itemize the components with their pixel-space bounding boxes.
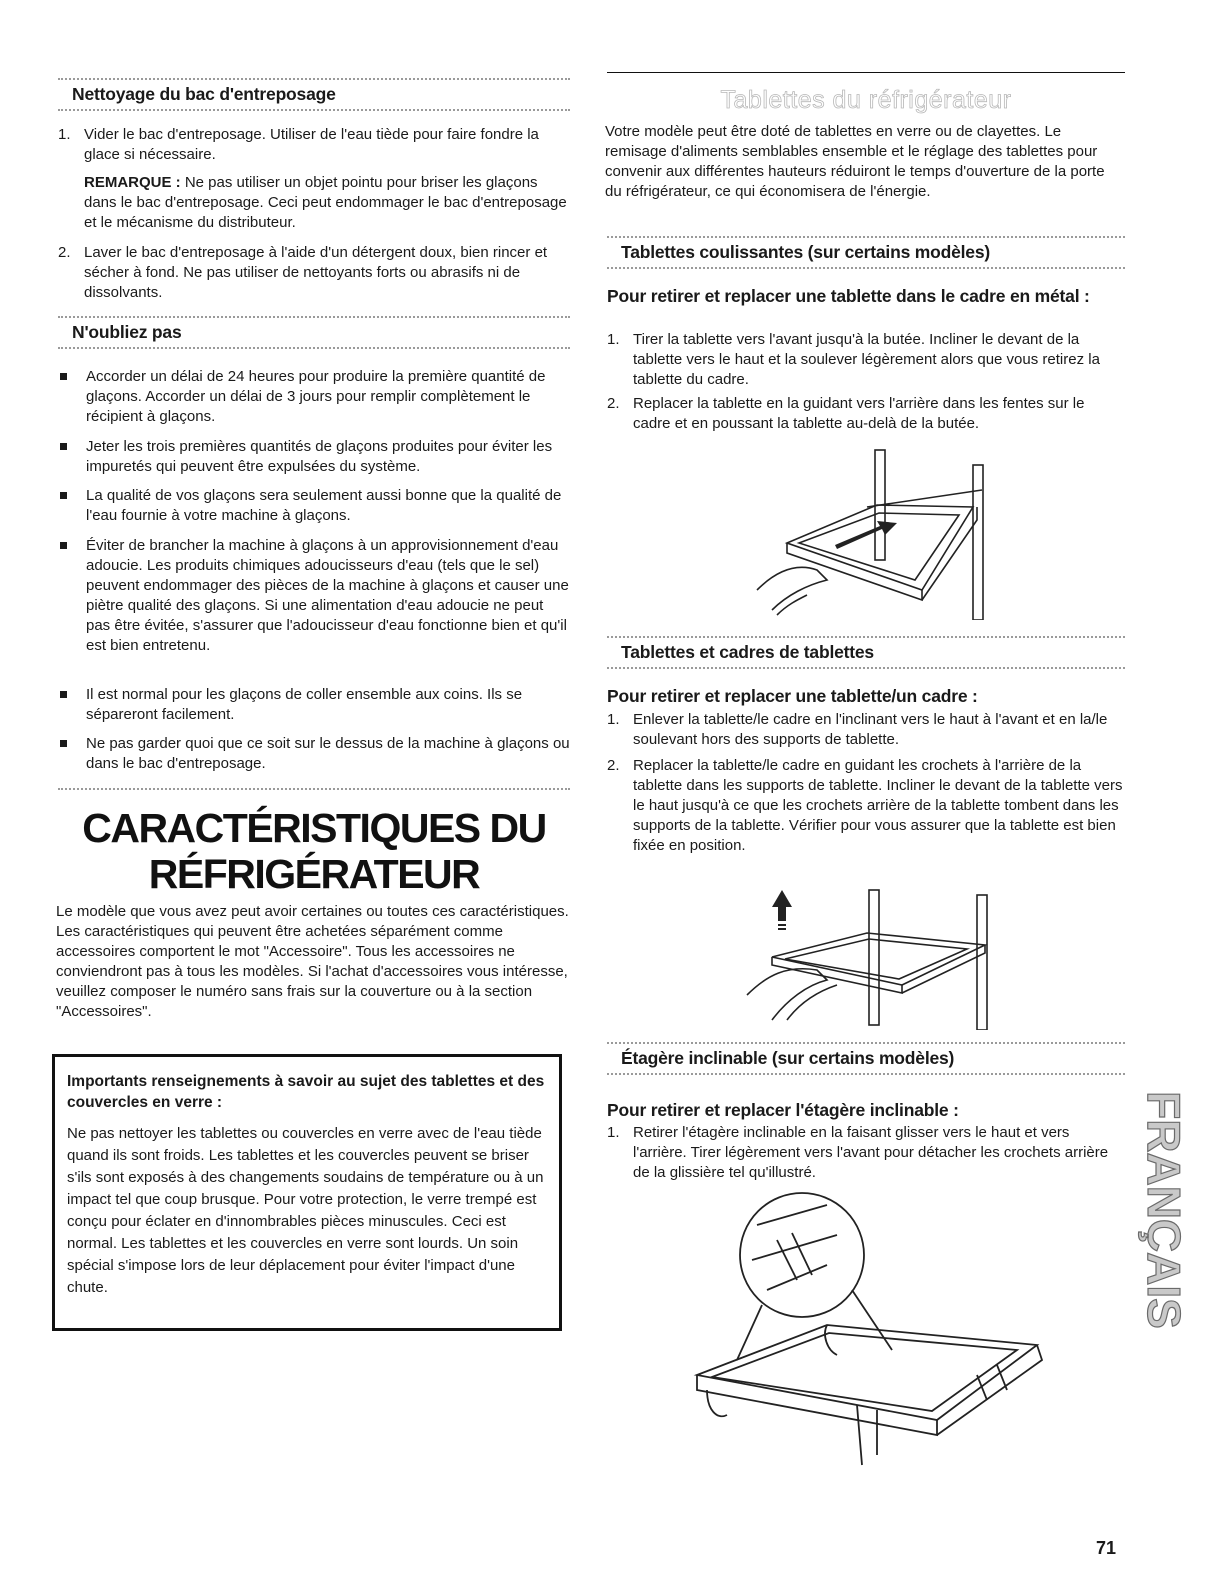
reminder-bullet-2 xyxy=(58,437,570,477)
warning-body: Ne pas nettoyer les tablettes ou couvercles en verre avec de l'eau tiède quand ils sont froids. Les tablettes et les couvercles peuvent se briser s'ils sont exposés à des changements soudains de température ou à un impact tel que coup brusque. Pour votre protection, le verre trempé est conçu pour éclater en d'innombrables pièces minuscules. Ceci est normal. Les tablettes et les couvercles en verre sont lourds. Un soin spécial s'impose lors de leur déplacement pour éviter l'impact d'une chute. xyxy=(67,1125,544,1296)
step-number: 2. xyxy=(58,244,71,261)
sliding-shelf-illustration xyxy=(747,445,987,620)
step-text: Replacer la tablette en la guidant vers l'arrière dans les fentes sur le cadre et en poussant la tablette au-delà de la butée. xyxy=(633,395,1085,432)
step-number: 1. xyxy=(58,126,71,143)
step-number: 2. xyxy=(607,757,620,774)
chapter-title xyxy=(58,805,570,897)
bullet-text: Il est normal pour les glaçons de coller ensemble aux coins. Ils se sépareront facilement. xyxy=(86,686,523,723)
up-arrow-icon xyxy=(772,890,792,921)
reminder-bullet-4 xyxy=(58,536,570,656)
language-side-tab xyxy=(1130,1070,1190,1350)
sliding-step-2 xyxy=(607,394,1125,434)
section-heading-shelves-frames: Tablettes et cadres de tablettes xyxy=(607,636,1125,669)
reminder-bullet-1 xyxy=(58,367,570,427)
note-text: Ne pas utiliser un objet pointu pour briser les glaçons dans le bac d'entreposage. Ceci peut endommager le bac d'entreposage et le mécanisme du distributeur. xyxy=(84,174,567,231)
frame-step-1 xyxy=(607,710,1125,750)
subheading-remove-tilt-shelf: Pour retirer et replacer l'étagère inclinable : xyxy=(607,1100,959,1120)
step-text: Retirer l'étagère inclinable en la faisant glisser vers le haut et vers l'arrière. Tirer légèrement vers l'avant pour détacher les crochets arrière de la glissière tel qu'illustré. xyxy=(633,1124,1109,1181)
bullet-square xyxy=(60,691,67,698)
frame-step-2 xyxy=(607,756,1125,856)
divider xyxy=(58,788,570,790)
section-heading-cleaning: Nettoyage du bac d'entreposage xyxy=(58,78,570,111)
note xyxy=(84,173,570,233)
tilt-shelf-illustration xyxy=(677,1185,1057,1485)
bullet-square xyxy=(60,373,67,380)
section-heading-reminders: N'oubliez pas xyxy=(58,316,570,349)
warning-title: Importants renseignements à savoir au sujet des tablettes et des couvercles en verre : xyxy=(67,1073,545,1111)
bullet-text: Jeter les trois premières quantités de glaçons produites pour éviter les impuretés qui peuvent être expulsées du système. xyxy=(86,438,553,475)
subheading-remove-shelf-metal: Pour retirer et replacer une tablette dans le cadre en métal : xyxy=(607,286,1090,306)
tilt-step-1 xyxy=(607,1123,1125,1183)
bullet-square xyxy=(60,542,67,549)
reminder-bullet-5 xyxy=(58,685,570,725)
bullet-text: Accorder un délai de 24 heures pour produire la première quantité de glaçons. Accorder un délai de 3 jours pour remplir complètement le récipient à glaçons. xyxy=(86,368,546,425)
bullet-text: Ne pas garder quoi que ce soit sur le dessus de la machine à glaçons ou dans le bac d'entreposage. xyxy=(86,735,570,772)
chapter-title-line-2: RÉFRIGÉRATEUR xyxy=(148,851,480,897)
section-heading-sliding-shelves: Tablettes coulissantes (sur certains modèles) xyxy=(607,236,1125,269)
reminder-bullet-3 xyxy=(58,486,570,526)
reminder-bullet-6 xyxy=(58,734,570,774)
step-text: Enlever la tablette/le cadre en l'inclinant vers le haut à l'avant et en la/le soulevant hors des supports de tablette. xyxy=(633,711,1108,748)
step-text: Vider le bac d'entreposage. Utiliser de l'eau tiède pour faire fondre la glace si nécessaire. xyxy=(84,126,539,163)
shelf-frame-illustration xyxy=(727,885,997,1030)
subheading-remove-shelf-frame: Pour retirer et replacer une tablette/un cadre : xyxy=(607,686,978,706)
features-intro: Le modèle que vous avez peut avoir certaines ou toutes ces caractéristiques. Les caractéristiques qui peuvent être achetées séparément comme accessoires comportent le mot "Accessoire". Tous les accessoires ne conviendront pas à tous les modèles. Si l'achat d'accessoires vous intéresse, veuillez composer le numéro sans frais sur la couverture ou à la section "Accessoires". xyxy=(56,903,569,1020)
bullet-text: La qualité de vos glaçons sera seulement aussi bonne que la qualité de l'eau fournie à votre machine à glaçons. xyxy=(86,487,562,524)
bullet-square xyxy=(60,492,67,499)
step-text: Tirer la tablette vers l'avant jusqu'à la butée. Incliner le devant de la tablette vers le haut et la soulever légèrement alors que vous retirez la tablette du cadre. xyxy=(633,331,1100,388)
step-text: Replacer la tablette/le cadre en guidant les crochets à l'arrière de la tablette dans les supports de tablette. Incliner le devant de la tablette vers le haut jusqu'à ce que les crochets arrière de la tablette tombent dans les supports de la tablette. Vérifier pour vous assurer que la tablette est bien fixée en position. xyxy=(633,757,1123,854)
bullet-text: Éviter de brancher la machine à glaçons à un approvisionnement d'eau adoucie. Les produits chimiques adoucisseurs d'eau (tels que le sel) peuvent endommager des pièces de la machine à glaçons et causer une piètre qualité des glaçons. Si une alimentation d'eau adoucie ne peut pas être évitée, s'assurer que l'adoucisseur d'eau fonctionne bien et qu'il est bien entretenu. xyxy=(86,537,569,654)
cleaning-step-2 xyxy=(58,243,570,303)
step-number: 1. xyxy=(607,331,620,348)
section-heading-tilt-shelf: Étagère inclinable (sur certains modèles) xyxy=(607,1042,1125,1075)
top-rule xyxy=(607,72,1125,73)
chapter-title-line-1: CARACTÉRISTIQUES DU xyxy=(82,805,546,851)
glass-warning-box xyxy=(52,1054,562,1331)
step-number: 2. xyxy=(607,395,620,412)
step-text: Laver le bac d'entreposage à l'aide d'un détergent doux, bien rincer et sécher à fond. Ne pas utiliser de nettoyants forts ou abrasifs ni de dissolvants. xyxy=(84,244,548,301)
bullet-square xyxy=(60,443,67,450)
step-number: 1. xyxy=(607,711,620,728)
section-title-shelves: Tablettes du réfrigérateur xyxy=(720,86,1012,114)
shelves-intro: Votre modèle peut être doté de tablettes en verre ou de clayettes. Le remisage d'aliments semblables ensemble et le réglage des tablettes pour convenir aux différentes hauteurs réduiront le temps d'ouverture de la porte du réfrigérateur, ce qui économisera de l'énergie. xyxy=(605,123,1105,200)
note-label: REMARQUE : xyxy=(84,174,181,191)
cleaning-step-1 xyxy=(58,125,570,233)
page-number: 71 xyxy=(1096,1538,1117,1558)
sliding-step-1 xyxy=(607,330,1125,390)
language-tab-text: FRANÇAIS xyxy=(1137,1091,1190,1329)
bullet-square xyxy=(60,740,67,747)
step-number: 1. xyxy=(607,1124,620,1141)
